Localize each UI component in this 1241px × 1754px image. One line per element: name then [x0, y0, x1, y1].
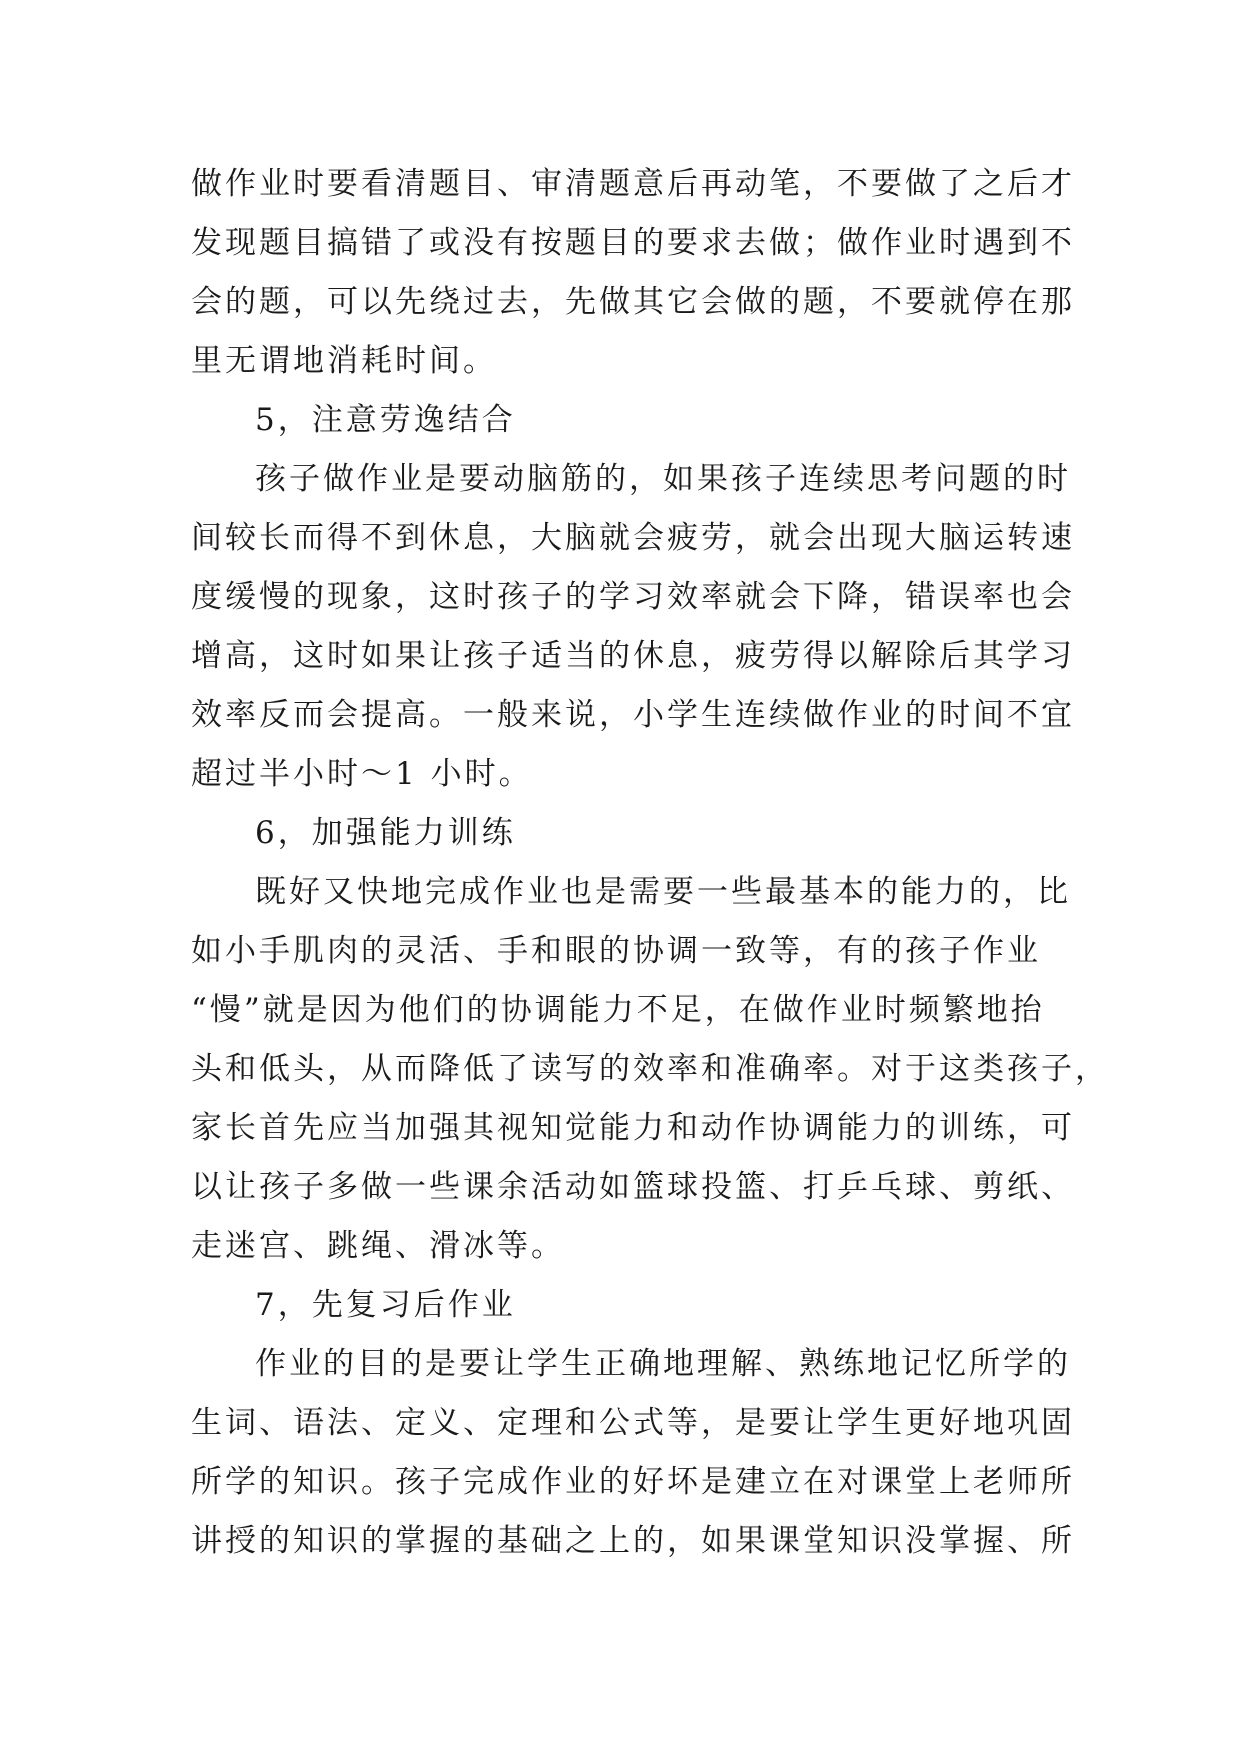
section-heading: 6，加强能力训练: [255, 815, 516, 851]
text-line: 讲授的知识的掌握的基础之上的，如果课堂知识没掌握、所: [191, 1523, 1075, 1559]
text-line: 效率反而会提高。一般来说，小学生连续做作业的时间不宜: [191, 697, 1075, 733]
text-line: 家长首先应当加强其视知觉能力和动作协调能力的训练，可: [191, 1110, 1075, 1146]
document-body: [191, 155, 1109, 1571]
text-line: 走迷宫、跳绳、滑冰等。: [191, 1228, 565, 1264]
text-line: 所学的知识。孩子完成作业的好坏是建立在对课堂上老师所: [191, 1464, 1075, 1500]
text-line: 头和低头，从而降低了读写的效率和准确率。对于这类孩子，: [191, 1051, 1109, 1087]
section-heading: 5，注意劳逸结合: [255, 402, 516, 438]
text-line: 生词、语法、定义、定理和公式等，是要让学生更好地巩固: [191, 1405, 1075, 1441]
text-line: 以让孩子多做一些课余活动如篮球投篮、打乒乓球、剪纸、: [191, 1169, 1075, 1205]
section-heading: 7，先复习后作业: [255, 1287, 516, 1323]
text-line: “慢”就是因为他们的协调能力不足，在做作业时频繁地抬: [191, 992, 1045, 1028]
text-line: 间较长而得不到休息，大脑就会疲劳，就会出现大脑运转速: [191, 520, 1075, 556]
text-line: 既好又快地完成作业也是需要一些最基本的能力的，比: [255, 874, 1071, 910]
text-line: 度缓慢的现象，这时孩子的学习效率就会下降，错误率也会: [191, 579, 1075, 615]
text-line: 发现题目搞错了或没有按题目的要求去做；做作业时遇到不: [191, 225, 1075, 261]
text-line: 作业的目的是要让学生正确地理解、熟练地记忆所学的: [255, 1346, 1071, 1382]
text-line: 里无谓地消耗时间。: [191, 343, 497, 379]
text-line: 超过半小时～1 小时。: [191, 756, 533, 792]
text-line: 会的题，可以先绕过去，先做其它会做的题，不要就停在那: [191, 284, 1075, 320]
text-line: 做作业时要看清题目、审清题意后再动笔，不要做了之后才: [191, 166, 1075, 202]
text-line: 孩子做作业是要动脑筋的，如果孩子连续思考问题的时: [255, 461, 1071, 497]
text-line: 增高，这时如果让孩子适当的休息，疲劳得以解除后其学习: [191, 638, 1075, 674]
text-line: 如小手肌肉的灵活、手和眼的协调一致等，有的孩子作业: [191, 933, 1041, 969]
